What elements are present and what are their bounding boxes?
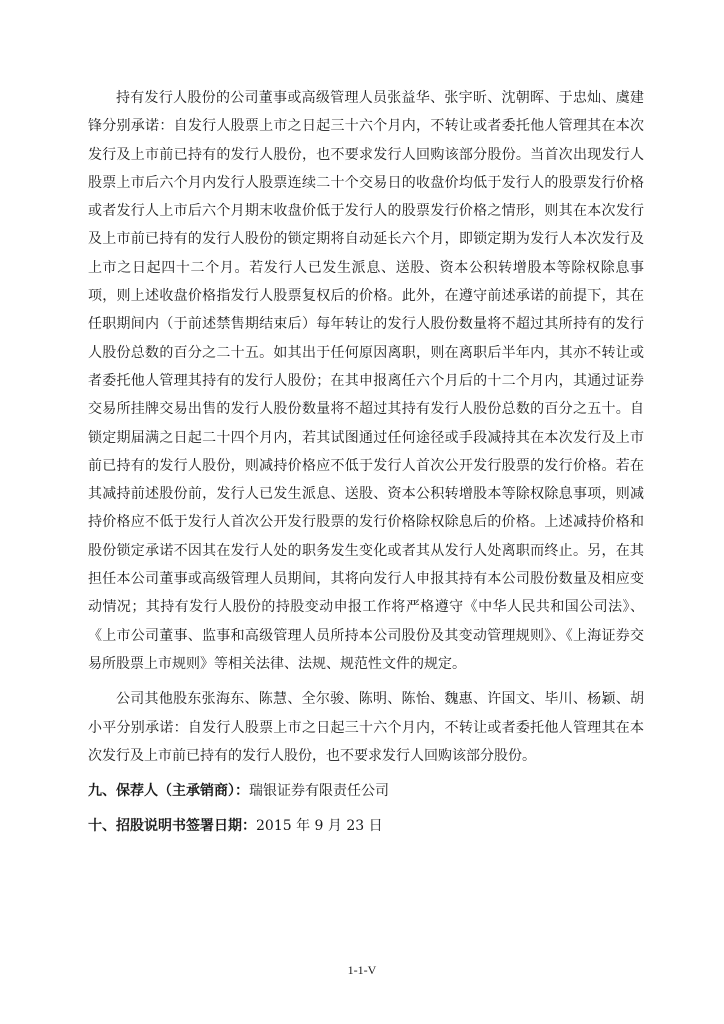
page-number: 1-1-V <box>347 963 377 977</box>
document-body <box>88 84 644 841</box>
signing-date-value: 2015 年 9 月 23 日 <box>256 818 383 835</box>
lockup-commitment-paragraph: 持有发行人股份的公司董事或高级管理人员张益华、张宇昕、沈朝晖、于忠灿、虞建锋分别承诺：自发行人股票上市之日起三十六个月内，不转让或者委托他人管理其在本次发行及上市前已持有的发行人股份，也不要求发行人回购该部分股份。当首次出现发行人股票上市后六个月内发行人股票连续二十个交易日的收盘价均低于发行人的股票发行价格或者发行人上市后六个月期末收盘价低于发行人的股票发行价格之情形，则其在本次发行及上市前已持有的发行人股份的锁定期将自动延长六个月，即锁定期为发行人本次发行及上市之日起四十二个月。若发行人已发生派息、送股、资本公积转增股本等除权除息事项，则上述收盘价格指发行人股票复权后的价格。此外，在遵守前述承诺的前提下，其在任职期间内（于前述禁售期结束后）每年转让的发行人股份数量将不超过其所持有的发行人股份总数的百分之二十五。如其出于任何原因离职，则在离职后半年内，其亦不转让或者委托他人管理其持有的发行人股份；在其申报离任六个月后的十二个月内，其通过证券交易所挂牌交易出售的发行人股份数量将不超过其持有发行人股份总数的百分之五十。自锁定期届满之日起二十四个月内，若其试图通过任何途径或手段减持其在本次发行及上市前已持有的发行人股份，则减持价格应不低于发行人首次公开发行股票的发行价格。若在其减持前述股份前，发行人已发生派息、送股、资本公积转增股本等除权除息事项，则减持价格应不低于发行人首次公开发行股票的发行价格除权除息后的价格。上述减持价格和股份锁定承诺不因其在发行人处的职务发生变化或者其从发行人处离职而终止。另，在其担任本公司董事或高级管理人员期间，其将向发行人申报其持有本公司股份数量及相应变动情况；其持有发行人股份的持股变动申报工作将严格遵守《中华人民共和国公司法》、《上市公司董事、监事和高级管理人员所持本公司股份及其变动管理规则》、《上海证券交易所股票上市规则》等相关法律、法规、规范性文件的规定。 <box>88 90 644 672</box>
sponsor-label: 九、保荐人（主承销商）： <box>88 783 249 800</box>
other-shareholders-paragraph: 公司其他股东张海东、陈慧、全尔骏、陈明、陈怡、魏惠、许国文、毕川、杨颖、胡小平分别承诺：自发行人股票上市之日起三十六个月内，不转让或者委托他人管理其在本次发行及上市前已持有的发行人股份，也不要求发行人回购该部分股份。 <box>88 691 644 764</box>
sponsor-value: 瑞银证券有限责任公司 <box>249 783 389 800</box>
signing-date-line <box>88 812 644 840</box>
signing-date-label: 十、招股说明书签署日期： <box>88 818 256 835</box>
sponsor-line <box>88 777 644 805</box>
